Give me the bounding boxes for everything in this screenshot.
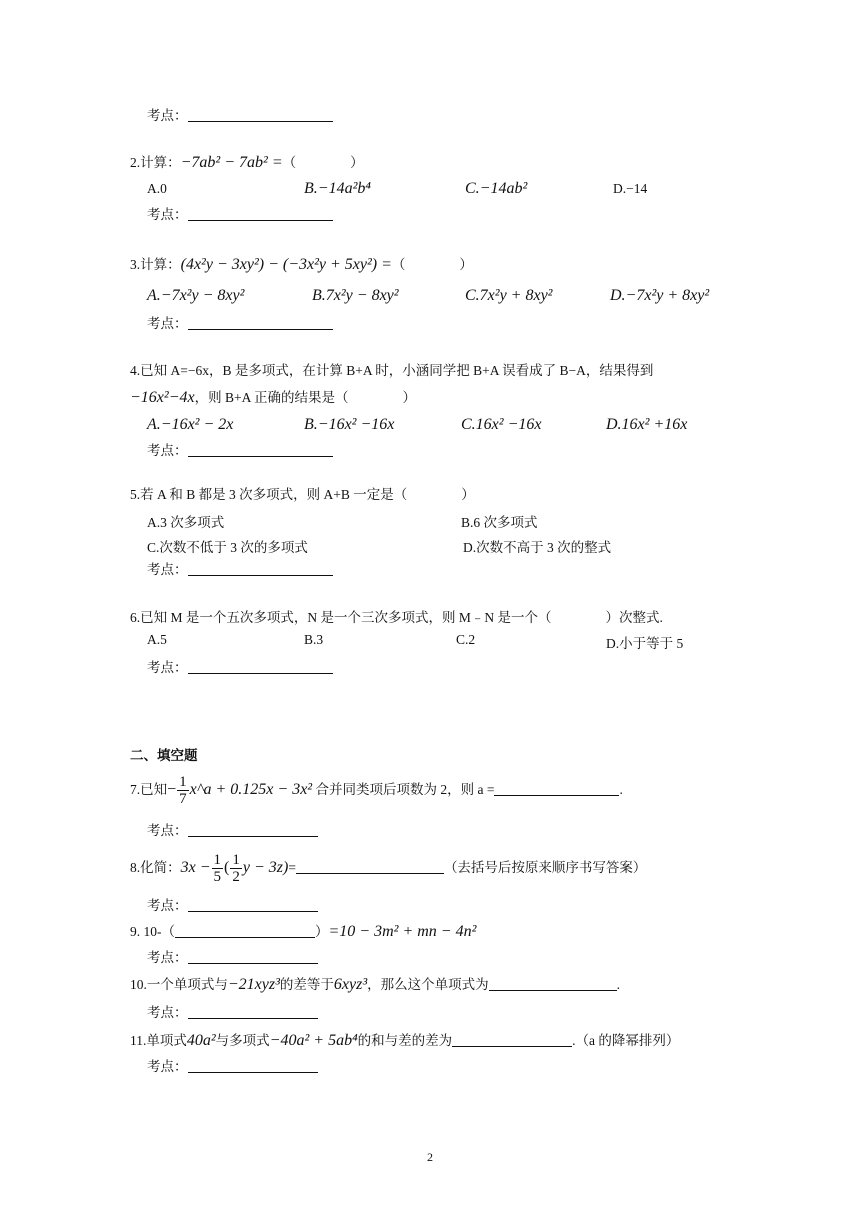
question-3-stem (130, 255, 473, 275)
question-9-stem (130, 922, 476, 942)
q2-option-c: C.−14ab² (465, 180, 528, 197)
answer-blank[interactable] (188, 315, 333, 330)
q8-prefix: 8.化简： (130, 860, 181, 875)
q3-option-b: B.7x²y − 8xy² (312, 287, 399, 304)
answer-blank[interactable] (188, 206, 333, 221)
q11-answer-blank[interactable] (452, 1032, 572, 1047)
kaodian-line-q5 (147, 560, 333, 580)
q7-frac-den: 7 (179, 791, 187, 808)
q9-prefix: 9. 10-（ (130, 924, 175, 939)
q2-paren: （ ） (282, 155, 364, 170)
q4-option-a: A.−16x² − 2x (147, 416, 234, 433)
kaodian-line-q2 (147, 205, 333, 225)
kaodian-line-q3 (147, 314, 333, 334)
q5-option-c: C.次数不低于 3 次的多项式 (147, 540, 308, 555)
q7-fraction (177, 774, 189, 807)
q8-equals: = (288, 860, 296, 875)
section-heading-fill-in: 二、填空题 (130, 748, 198, 763)
q7-text: 合并同类项后项数为 2，则 a = (315, 782, 495, 797)
kaodian-line-q10 (147, 1003, 318, 1023)
q3-paren: （ ） (391, 257, 473, 272)
q2-prefix: 2.计算： (130, 155, 181, 170)
kaodian-label: 考点： (147, 950, 188, 965)
q8-frac1-num: 1 (213, 852, 222, 869)
q7-frac-num: 1 (179, 774, 187, 791)
q8-open-paren: ( (224, 859, 230, 876)
q10-expression-1: −21xyz³ (227, 976, 280, 993)
q8-fraction-2 (230, 852, 242, 885)
q11-note: .（a 的降幂排列） (572, 1033, 680, 1048)
q8-fraction-1 (212, 852, 224, 885)
answer-blank[interactable] (188, 822, 318, 837)
q9-suffix: ） (315, 924, 329, 939)
q8-answer-blank[interactable] (296, 859, 444, 874)
kaodian-label: 考点： (147, 660, 188, 675)
q2-option-d: D.−14 (613, 181, 648, 196)
kaodian-label: 考点： (147, 823, 188, 838)
q10-prefix: 10.一个单项式与 (130, 977, 228, 992)
answer-blank[interactable] (188, 949, 318, 964)
q7-minus: − (167, 781, 177, 798)
page-number: 2 (427, 1150, 433, 1164)
q5-option-b: B.6 次多项式 (461, 515, 538, 530)
question-5-stem: 5.若 A 和 B 都是 3 次多项式，则 A+B 一定是（ ） (130, 487, 475, 502)
answer-blank[interactable] (188, 897, 318, 912)
q7-prefix: 7.已知 (130, 782, 168, 797)
q9-expression: =10 − 3m² + mn − 4n² (328, 923, 477, 940)
question-8-stem (130, 848, 646, 888)
q2-option-a: A.0 (147, 181, 167, 196)
kaodian-line-q7 (147, 821, 318, 841)
kaodian-label: 考点： (147, 562, 188, 577)
question-4-line-2 (130, 388, 416, 408)
q8-note: （去括号后按原来顺序书写答案） (443, 860, 647, 875)
q8-expression-b: y − 3z) (242, 859, 289, 876)
q11-expression-2: −40a² + 5ab⁴ (269, 1032, 358, 1049)
kaodian-label: 考点： (147, 316, 188, 331)
question-7-stem (130, 770, 623, 810)
q8-frac2-den: 2 (232, 869, 240, 886)
question-11-stem (130, 1031, 679, 1051)
q3-prefix: 3.计算： (130, 257, 181, 272)
q11-text: 的和与差的差为 (357, 1033, 453, 1048)
q8-frac2-num: 1 (232, 852, 240, 869)
q4-expression: −16x²−4x (130, 389, 195, 406)
q10-mid: 的差等于 (279, 977, 334, 992)
q11-mid: 与多项式 (215, 1033, 270, 1048)
q3-option-c: C.7x²y + 8xy² (465, 287, 553, 304)
answer-blank[interactable] (188, 659, 333, 674)
q3-expression: (4x²y − 3xy²) − (−3x²y + 5xy²) = (180, 256, 392, 273)
kaodian-label: 考点： (147, 108, 188, 123)
q11-prefix: 11.单项式 (130, 1033, 187, 1048)
q10-text: ，那么这个单项式为 (367, 977, 489, 992)
q7-expression: x^a + 0.125x − 3x² (189, 781, 313, 798)
question-10-stem (130, 975, 620, 995)
kaodian-label: 考点： (147, 1005, 188, 1020)
kaodian-label: 考点： (147, 443, 188, 458)
kaodian-line-q4 (147, 441, 333, 461)
answer-blank[interactable] (188, 1004, 318, 1019)
kaodian-label: 考点： (147, 1059, 188, 1074)
kaodian-line-q6 (147, 658, 333, 678)
q6-option-c: C.2 (456, 632, 476, 647)
question-2-stem (130, 153, 364, 173)
q9-answer-blank[interactable] (175, 923, 315, 938)
answer-blank[interactable] (188, 442, 333, 457)
q8-expression-a: 3x − (180, 859, 211, 876)
q11-expression-1: 40a² (186, 1032, 216, 1049)
question-4-line-1: 4.已知 A=−6x，B 是多项式，在计算 B+A 时，小涵同学把 B+A 误看成了 B−A，结果得到 (130, 363, 654, 378)
q3-option-a: A.−7x²y − 8xy² (147, 287, 245, 304)
q5-option-a: A.3 次多项式 (147, 515, 225, 530)
q7-end: . (619, 782, 623, 797)
q4-text: ，则 B+A 正确的结果是（ ） (194, 390, 416, 405)
kaodian-line-q9 (147, 948, 318, 968)
kaodian-line-q11 (147, 1057, 318, 1077)
q4-option-d: D.16x² +16x (606, 416, 688, 433)
q5-option-d: D.次数不高于 3 次的整式 (463, 540, 612, 555)
q8-frac1-den: 5 (213, 869, 222, 886)
kaodian-line-q8 (147, 896, 318, 916)
kaodian-label: 考点： (147, 207, 188, 222)
answer-blank[interactable] (188, 1058, 318, 1073)
q6-option-d: D.小于等于 5 (606, 636, 684, 651)
q7-answer-blank[interactable] (494, 781, 619, 796)
q3-option-d: D.−7x²y + 8xy² (610, 287, 710, 304)
q4-option-b: B.−16x² −16x (304, 416, 395, 433)
q4-option-c: C.16x² −16x (461, 416, 542, 433)
q6-option-a: A.5 (147, 632, 167, 647)
question-6-stem: 6.已知 M 是一个五次多项式，N 是一个三次多项式，则 M﹣N 是一个（ ）次整式. (130, 610, 663, 625)
q2-option-b: B.−14a²b⁴ (304, 180, 371, 197)
kaodian-line-q1 (147, 106, 333, 126)
q6-option-b: B.3 (304, 632, 324, 647)
answer-blank[interactable] (188, 561, 333, 576)
kaodian-label: 考点： (147, 898, 188, 913)
q2-expression: −7ab² − 7ab² = (180, 154, 283, 171)
q10-end: . (616, 977, 621, 992)
q10-expression-2: 6xyz³ (333, 976, 368, 993)
q10-answer-blank[interactable] (489, 976, 617, 991)
answer-blank[interactable] (188, 107, 333, 122)
